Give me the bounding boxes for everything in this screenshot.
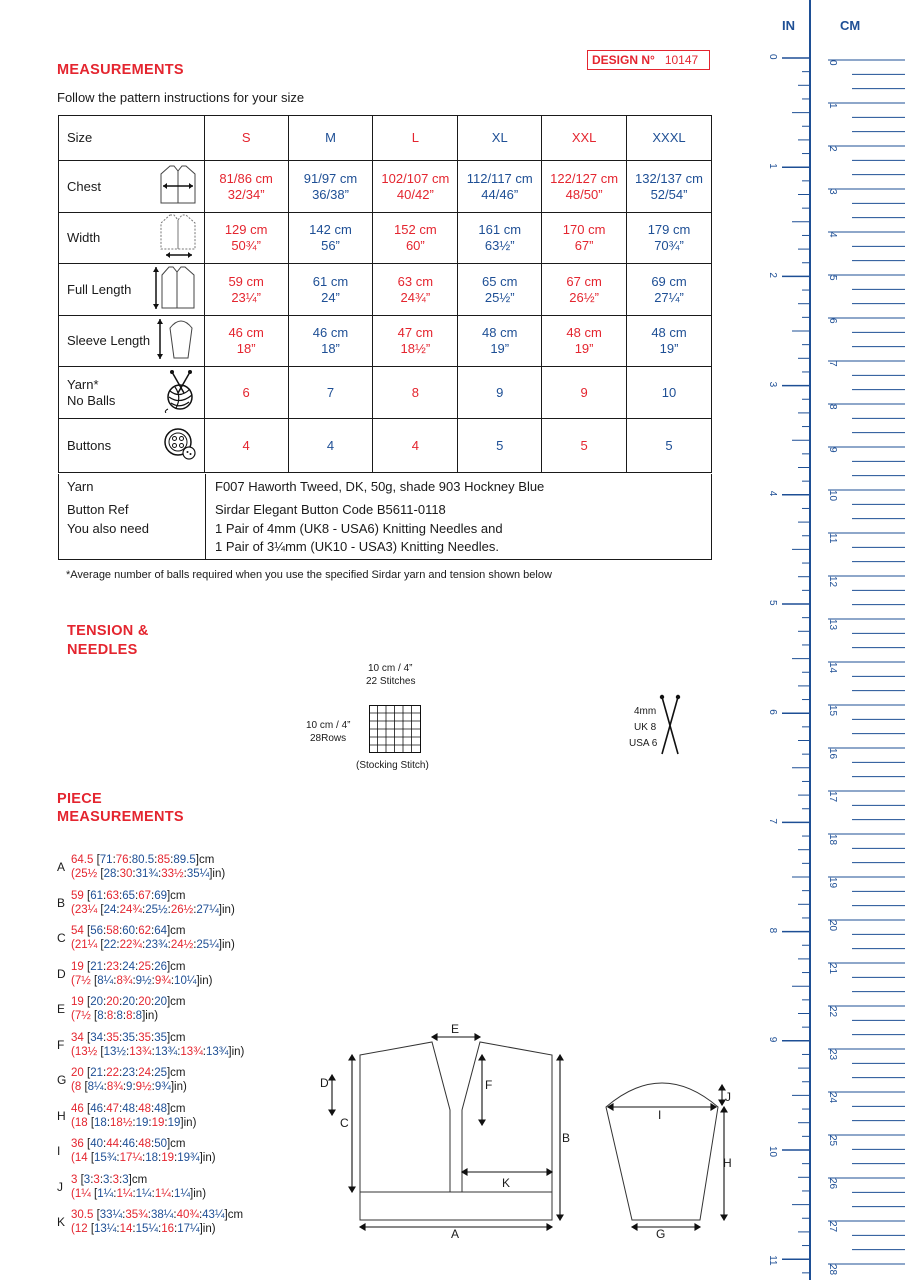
piece-letter: E <box>57 1002 66 1016</box>
piece-in-values: (13½ [13½:13¾:13¾:13¾:13¾]in) <box>71 1045 245 1058</box>
tension-heading-1: TENSION & <box>67 623 149 639</box>
cm-tick-label: 17 <box>827 791 838 803</box>
length-cm-xxxl: 69 cm <box>651 273 687 289</box>
measurements-heading: MEASUREMENTS <box>57 62 184 78</box>
in-tick-label: 0 <box>767 54 778 60</box>
cm-tick-label: 26 <box>827 1178 838 1190</box>
cm-tick-label: 5 <box>827 275 838 281</box>
chest-cm-xxxl: 132/137 cm <box>635 170 703 186</box>
in-tick-label: 8 <box>767 927 778 934</box>
in-tick-label: 11 <box>767 1255 778 1266</box>
piece-cm-values: 30.5 [33¼:35¾:38¼:40¾:43¼]cm <box>71 1209 244 1221</box>
sleeve-cm-xxl: 48 cm <box>566 325 602 340</box>
buttons-xxxl: 5 <box>627 419 712 473</box>
width-in-l: 60” <box>405 238 425 253</box>
size-s: S <box>204 116 288 161</box>
piece-letter: H <box>57 1108 66 1123</box>
cm-tick-label: 4 <box>827 232 838 238</box>
piece-cm-values: 3 [3:3:3:3:3]cm <box>71 1173 148 1186</box>
cm-tick-label: 6 <box>827 318 838 324</box>
button-ref-label: Button Ref <box>67 502 129 517</box>
piece-letter: J <box>57 1179 63 1194</box>
diagram-label-e: E <box>451 1022 460 1036</box>
tension-rows: 28Rows <box>310 733 347 744</box>
piece-heading-1: PIECE <box>57 791 103 807</box>
size-l: L <box>373 116 458 161</box>
ruler-graphic <box>760 0 905 1280</box>
piece-cm-values: 64.5 [71:76:80.5:85:89.5]cm <box>71 854 215 866</box>
cm-tick-label: 15 <box>827 705 838 717</box>
piece-cm-values: 34 [34:35:35:35:35]cm <box>71 1031 186 1044</box>
width-in-m: 56” <box>321 238 340 253</box>
yarn-row-label: Yarn <box>67 479 94 494</box>
length-cm-xl: 65 cm <box>482 273 518 289</box>
width-in-xxxl: 70¾” <box>654 238 684 253</box>
cm-tick-label: 18 <box>827 834 838 846</box>
buttons-s: 4 <box>204 419 288 473</box>
sleeve-cm-xxxl: 48 cm <box>651 325 687 340</box>
piece-cm-values: 54 [56:58:60:62:64]cm <box>71 925 186 937</box>
cm-tick-label: 24 <box>827 1092 838 1104</box>
cardigan-length-icon <box>152 264 198 316</box>
in-tick-label: 4 <box>767 490 778 497</box>
width-cm-l: 152 cm <box>394 222 437 237</box>
tension-heading-2: NEEDLES <box>67 642 138 658</box>
cm-tick-label: 21 <box>827 963 838 975</box>
cm-tick-label: 25 <box>827 1135 838 1147</box>
diagram-label-g: G <box>656 1227 666 1241</box>
piece-in-values: (7½ [8¼:8¾:9½:9¾:10¼]in) <box>71 974 213 987</box>
piece-letter: G <box>57 1073 67 1087</box>
chest-cm-xxl: 122/127 cm <box>550 170 619 186</box>
cm-tick-label: 23 <box>827 1049 838 1061</box>
cm-tick-label: 10 <box>827 490 838 502</box>
chest-in-s: 32/34” <box>227 186 265 202</box>
cm-tick-label: 0 <box>827 60 838 66</box>
width-cm-s: 129 cm <box>224 222 268 237</box>
piece-in-values: (18 [18:18½:19:19:19]in) <box>71 1116 197 1129</box>
balls-l: 8 <box>373 367 458 419</box>
sleeve-length-label: Sleeve Length <box>67 333 151 348</box>
balls-xxxl: 10 <box>627 367 712 419</box>
in-tick-label: 2 <box>767 272 778 278</box>
chest-cm-xl: 112/117 cm <box>466 170 533 186</box>
balls-note: *Average number of balls required when you use the specified Sirdar yarn and tension shown below <box>66 569 552 581</box>
chest-label: Chest <box>67 178 101 194</box>
cm-tick-label: 7 <box>827 361 838 367</box>
piece-cm-values: 59 [61:63:65:67:69]cm <box>71 889 186 902</box>
cm-tick-label: 2 <box>827 146 838 152</box>
sleeve-in-xl: 19” <box>490 341 510 356</box>
length-cm-m: 61 cm <box>312 273 349 289</box>
diagram-label-j: J <box>725 1090 731 1104</box>
tension-swatch-grid <box>369 705 421 753</box>
materials-box <box>58 474 712 560</box>
buttons-l: 4 <box>373 419 458 473</box>
size-m: M <box>288 116 373 161</box>
size-label: Size <box>59 116 205 161</box>
no-balls-label: No Balls <box>67 392 116 408</box>
piece-in-values: (21¼ [22:22¾:23¾:24½:25¼]in) <box>71 939 235 951</box>
sleeve-cm-m: 46 cm <box>312 325 349 340</box>
length-cm-s: 59 cm <box>228 273 264 289</box>
width-cm-xxl: 170 cm <box>562 222 606 237</box>
width-label: Width <box>67 230 101 245</box>
measurements-subtitle: Follow the pattern instructions for your size <box>57 90 305 105</box>
buttons-label: Buttons <box>67 437 112 453</box>
diagram-label-i: I <box>658 1108 662 1122</box>
cm-tick-label: 11 <box>827 533 838 544</box>
piece-in-values: (8 [8¼:8¾:9:9½:9¾]in) <box>71 1081 187 1093</box>
diagram-label-f: F <box>485 1078 493 1092</box>
in-tick-label: 3 <box>767 381 778 388</box>
width-in-xxl: 67” <box>574 238 594 253</box>
balls-m: 7 <box>288 367 373 419</box>
chest-in-l: 40/42” <box>396 186 434 202</box>
size-xl: XL <box>458 116 542 161</box>
piece-in-values: (25½ [28:30:31¾:33½:35¼]in) <box>71 868 226 880</box>
in-tick-label: 10 <box>767 1146 778 1158</box>
piece-letter: K <box>57 1215 66 1229</box>
chest-cm-m: 91/97 cm <box>303 170 358 186</box>
sleeve-cm-s: 46 cm <box>228 325 264 340</box>
cm-tick-label: 27 <box>827 1221 838 1233</box>
piece-cm-values: 19 [20:20:20:20:20]cm <box>71 996 186 1008</box>
also-need-line-2: 1 Pair of 3¼mm (UK10 - USA3) Knitting Needles. <box>215 539 499 554</box>
tension-stitches: 22 Stitches <box>366 676 416 687</box>
diagram-label-k: K <box>502 1176 511 1190</box>
buttons-m: 4 <box>288 419 373 473</box>
in-tick-label: 6 <box>767 709 778 715</box>
cm-tick-label: 20 <box>827 920 838 932</box>
cm-tick-label: 3 <box>827 189 838 195</box>
diagram-label-b: B <box>562 1131 571 1145</box>
diagram-label-c: C <box>340 1116 349 1130</box>
piece-letter: F <box>57 1037 65 1052</box>
yarn-ball-icon <box>162 369 198 417</box>
piece-in-values: (14 [15¾:17¼:18:19:19¾]in) <box>71 1152 216 1164</box>
piece-in-values: (7½ [8:8:8:8:8]in) <box>71 1010 159 1022</box>
piece-in-values: (23¼ [24:24¾:25½:26½:27¼]in) <box>71 903 235 916</box>
cm-tick-label: 12 <box>827 576 838 588</box>
ruler-cm-label: CM <box>840 18 861 33</box>
width-cm-m: 142 cm <box>309 222 352 237</box>
sleeve-cm-xl: 48 cm <box>482 325 518 340</box>
piece-cm-values: 46 [46:47:48:48:48]cm <box>71 1102 186 1115</box>
cardigan-chest-icon <box>158 163 198 211</box>
balls-xxl: 9 <box>542 367 627 419</box>
length-cm-l: 63 cm <box>397 273 434 289</box>
sleeve-in-s: 18” <box>236 341 256 356</box>
design-number: 10147 <box>664 53 699 67</box>
in-tick-label: 1 <box>767 163 778 169</box>
measuring-ruler <box>760 0 905 1280</box>
balls-s: 6 <box>204 367 288 419</box>
piece-letter: C <box>57 931 66 945</box>
needle-uk: UK 8 <box>634 722 657 733</box>
cm-tick-label: 9 <box>827 447 838 453</box>
in-tick-label: 5 <box>767 600 778 606</box>
length-in-xl: 25½” <box>484 289 515 305</box>
size-header-row <box>59 116 712 161</box>
chest-cm-l: 102/107 cm <box>381 170 450 186</box>
cm-tick-label: 28 <box>827 1264 838 1276</box>
piece-letter: D <box>57 966 66 981</box>
needle-usa: USA 6 <box>629 738 658 749</box>
size-xxxl: XXXL <box>627 116 712 161</box>
cm-tick-label: 1 <box>827 103 838 109</box>
piece-in-values: (1¼ [1¼:1¼:1¼:1¼:1¼]in) <box>71 1187 207 1200</box>
knitting-needles-icon <box>658 694 682 756</box>
length-in-l: 24¾” <box>400 289 431 305</box>
balls-xl: 9 <box>458 367 542 419</box>
width-in-xl: 63½” <box>484 238 515 253</box>
chest-row <box>59 161 712 213</box>
diagram-label-a: A <box>451 1227 460 1241</box>
needle-size: 4mm <box>634 706 657 717</box>
ruler-in-label: IN <box>782 18 795 33</box>
size-table <box>58 115 712 473</box>
in-tick-label: 7 <box>767 818 778 824</box>
size-xxl: XXL <box>542 116 627 161</box>
sleeve-in-m: 18” <box>321 341 340 356</box>
length-in-m: 24” <box>321 289 340 305</box>
sleeve-length-icon <box>156 316 198 366</box>
chest-in-xl: 44/46” <box>481 186 519 202</box>
sleeve-in-xxl: 19” <box>574 341 594 356</box>
piece-cm-values: 36 [40:44:46:48:50]cm <box>71 1138 186 1150</box>
tension-width-label: 10 cm / 4” <box>368 663 413 674</box>
chest-in-xxxl: 52/54” <box>650 186 688 202</box>
yarn-value: F007 Haworth Tweed, DK, 50g, shade 903 Hockney Blue <box>215 479 545 494</box>
button-icon <box>162 426 198 466</box>
length-in-s: 23¼” <box>231 289 261 305</box>
full-length-row <box>59 264 712 316</box>
length-in-xxl: 26½” <box>569 289 599 305</box>
sleeve-length-row <box>59 316 712 367</box>
piece-in-values: (12 [13¼:14:15¼:16:17¼]in) <box>71 1223 216 1235</box>
cm-tick-label: 13 <box>827 619 838 631</box>
design-number-box <box>587 50 710 70</box>
sleeve-cm-l: 47 cm <box>397 325 434 340</box>
tension-height-label: 10 cm / 4” <box>306 720 351 731</box>
width-cm-xl: 161 cm <box>478 222 522 237</box>
garment-schematic <box>310 1015 750 1245</box>
yarn-balls-row <box>59 367 712 419</box>
in-tick-label: 9 <box>767 1036 778 1043</box>
piece-letter: A <box>57 860 66 874</box>
length-in-xxxl: 27¼” <box>654 289 684 305</box>
diagram-label-h: H <box>723 1156 732 1170</box>
button-ref-value: Sirdar Elegant Button Code B5611-0118 <box>215 502 446 517</box>
cm-tick-label: 14 <box>827 662 838 674</box>
cm-tick-label: 19 <box>827 877 838 889</box>
design-label: DESIGN N° <box>592 53 655 67</box>
sleeve-in-l: 18½” <box>400 341 431 356</box>
piece-heading-2: MEASUREMENTS <box>57 809 184 825</box>
chest-cm-s: 81/86 cm <box>219 170 273 186</box>
piece-cm-values: 20 [21:22:23:24:25]cm <box>71 1067 186 1079</box>
cm-tick-label: 8 <box>827 404 838 410</box>
width-row <box>59 213 712 264</box>
cm-tick-label: 22 <box>827 1006 838 1018</box>
diagram-label-d: D <box>320 1076 329 1090</box>
also-need-line-1: 1 Pair of 4mm (UK8 - USA6) Knitting Needles and <box>215 521 503 536</box>
piece-letter: B <box>57 895 66 910</box>
width-cm-xxxl: 179 cm <box>647 222 691 237</box>
cm-tick-label: 16 <box>827 748 838 760</box>
width-in-s: 50¾” <box>231 238 261 253</box>
buttons-xl: 5 <box>458 419 542 473</box>
piece-letter: I <box>57 1144 61 1158</box>
chest-in-xxl: 48/50” <box>565 186 603 202</box>
buttons-row <box>59 419 712 473</box>
length-cm-xxl: 67 cm <box>566 273 602 289</box>
piece-cm-values: 19 [21:23:24:25:26]cm <box>71 960 186 973</box>
cardigan-width-icon <box>158 213 198 263</box>
buttons-xxl: 5 <box>542 419 627 473</box>
sleeve-in-xxxl: 19” <box>659 341 679 356</box>
stitch-type: (Stocking Stitch) <box>356 760 429 771</box>
chest-in-m: 36/38” <box>312 186 349 202</box>
full-length-label: Full Length <box>67 281 132 297</box>
yarn-label: Yarn* <box>67 376 99 392</box>
also-need-label: You also need <box>67 521 149 536</box>
